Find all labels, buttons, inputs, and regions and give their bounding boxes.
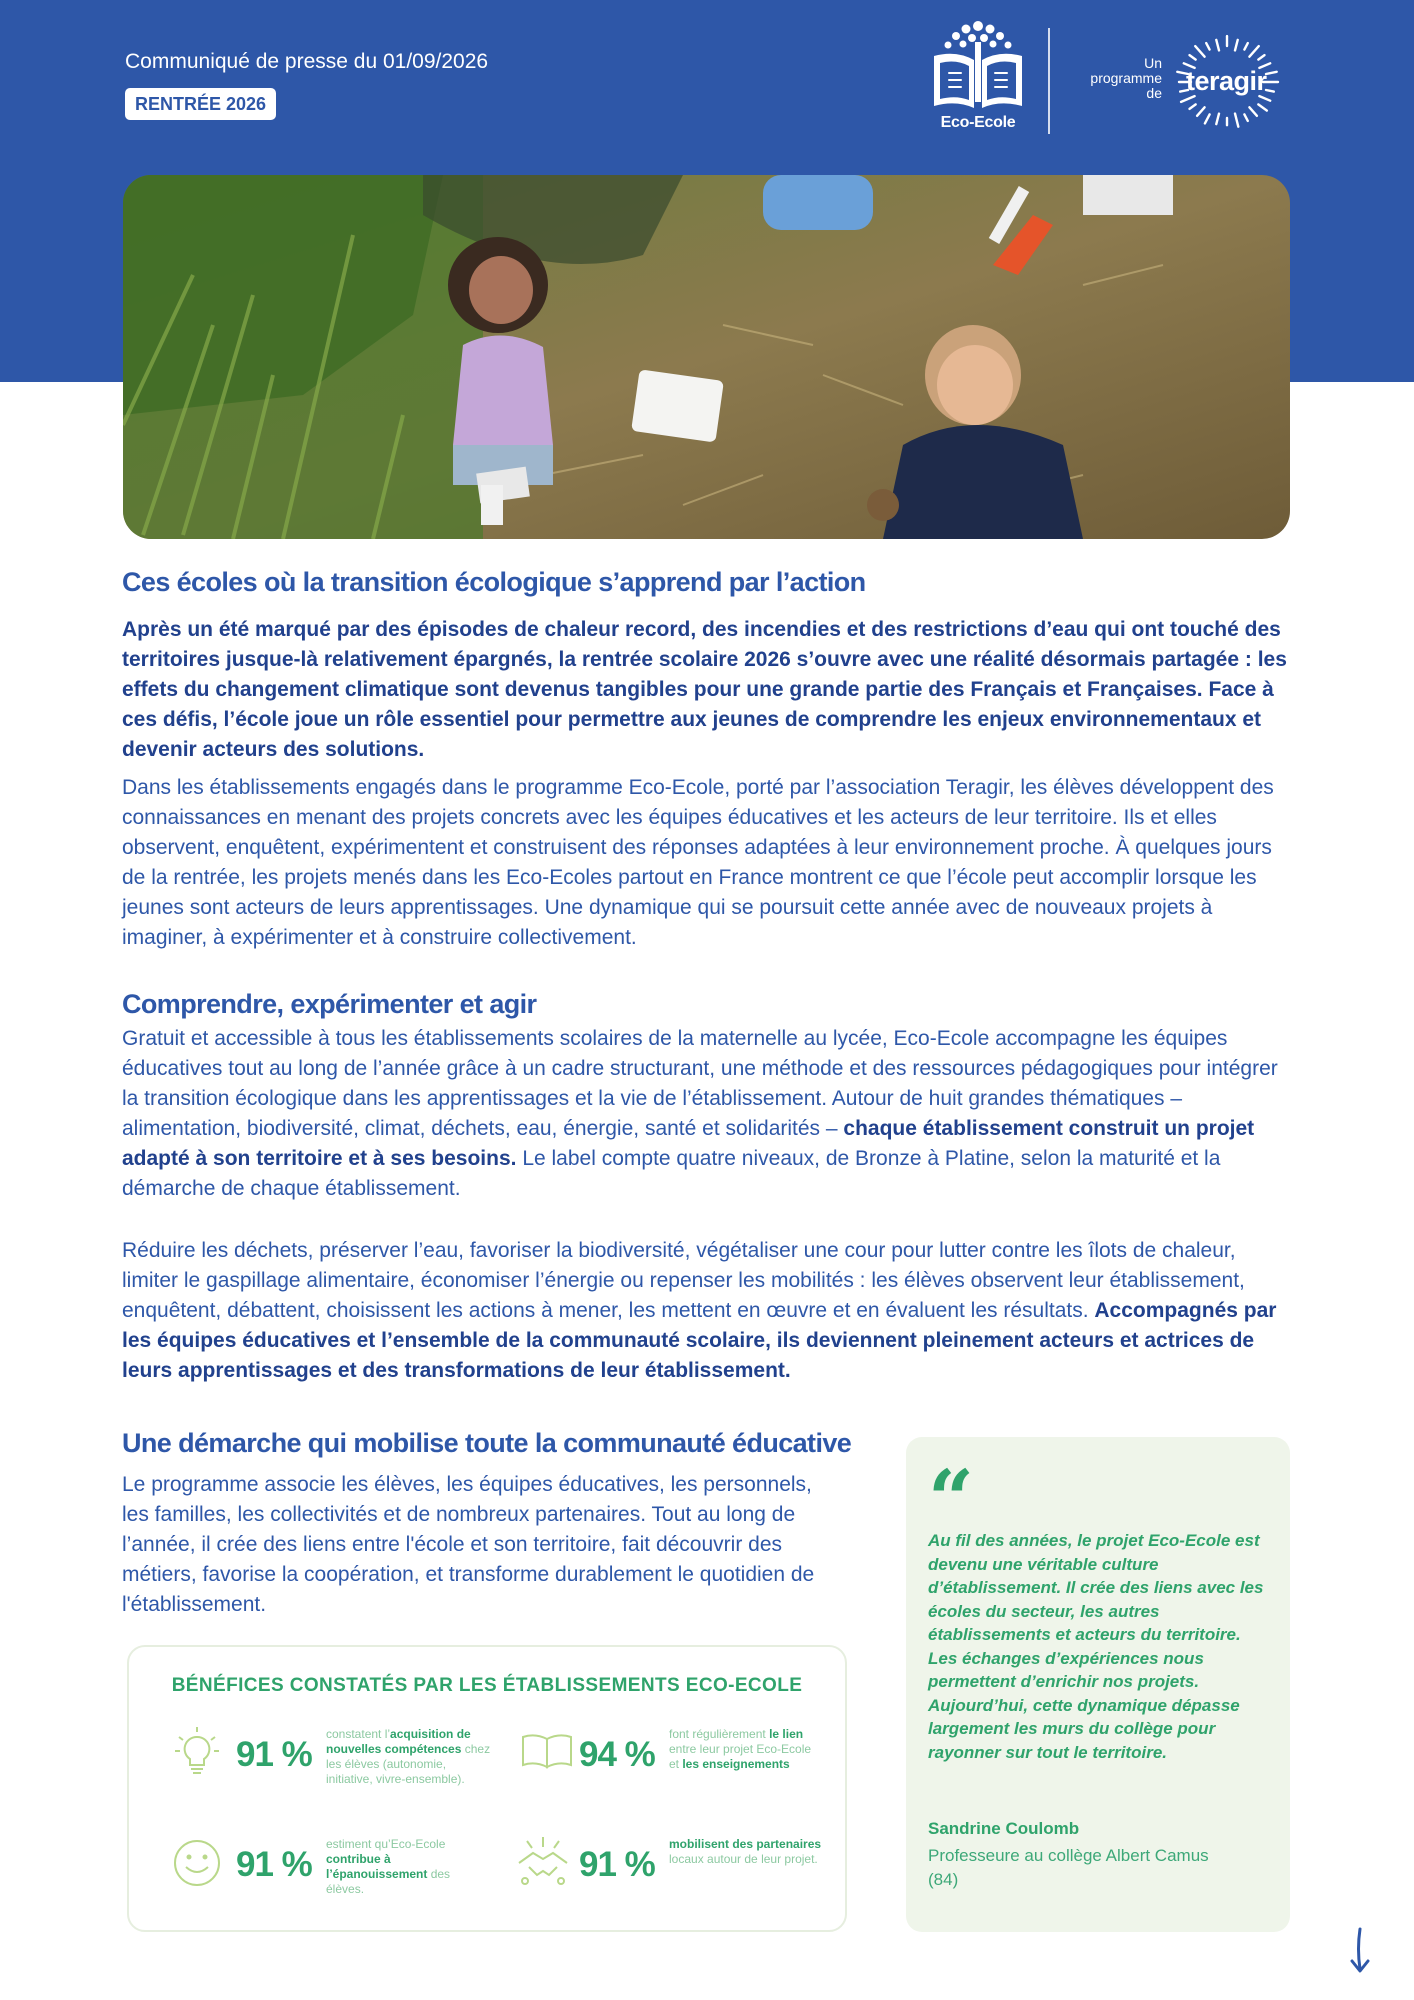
hero-photo <box>123 175 1290 539</box>
arrow-down-icon[interactable] <box>1348 1925 1372 1975</box>
logo-divider <box>1048 28 1050 134</box>
lightbulb-icon <box>171 1725 223 1777</box>
text-span: estiment qu’Eco-Ecole <box>326 1837 446 1851</box>
text-emphasis: contribue à l’épanouissement <box>326 1852 428 1881</box>
sun-ray <box>1258 104 1267 110</box>
text-span: font régulièrement <box>669 1727 770 1741</box>
book-icon <box>521 1725 573 1777</box>
sun-ray <box>1216 114 1219 125</box>
stat-value: 94 % <box>579 1735 655 1774</box>
sun-ray <box>1266 72 1277 74</box>
section-title-communaute: Une démarche qui mobilise toute la communauté éducative <box>122 1428 852 1458</box>
sun-ray <box>1244 114 1247 121</box>
testimonial-card <box>906 1437 1290 1932</box>
testimonial-author: Sandrine Coulomb <box>928 1819 1080 1838</box>
testimonial-role: Professeure au collège Albert Camus (84) <box>928 1846 1209 1889</box>
quote-mark-icon: “ <box>928 1452 975 1546</box>
text-emphasis: le lien <box>769 1727 804 1741</box>
sun-ray <box>1235 40 1238 51</box>
testimonial-text: Au fil des années, le projet Eco-Ecole est devenu une véritable culture d’établissement. Il crée des liens avec les écoles du secteur, les autres établissements et acteurs du territoire. Les échanges d’expériences nous permettent d’enrichir nos projets. Aujourd’hui, cette dynamique dépasse largement les murs du collège pour rayonner sur tout le territoire. <box>928 1531 1264 1762</box>
text-span: entre leur projet Eco-Ecole et <box>669 1742 812 1771</box>
stat-description <box>326 1727 496 1787</box>
stat-value: 91 % <box>579 1845 655 1884</box>
program-label-line: de <box>1146 85 1162 101</box>
section-title-transition: Ces écoles où la transition écologique s’apprend par l’action <box>122 567 866 597</box>
text-span: Gratuit et accessible à tous les établissements scolaires de la maternelle au lycée, Eco-Ecole accompagne les équipes éducatives tout au long de l’année grâce à un cadre structurant, une méthode et des ressources pédagogiques pour intégrer la transition écologique dans les apprentissages et la vie de l’établissement. Autour de huit grandes thématiques – alimentation, biodiversité, climat, déchets, eau, énergie, santé et solidarités – <box>122 1027 1278 1140</box>
text-emphasis: chaque établissement construit un projet adapté à son territoire et à ses besoins. <box>122 1117 1255 1170</box>
benefits-panel <box>127 1645 847 1932</box>
eco-ecole-logo-label: Eco-Ecole <box>940 114 1016 131</box>
actions-paragraph <box>122 1236 1292 1386</box>
handshake-icon <box>513 1833 573 1893</box>
sun-ray <box>1190 55 1196 60</box>
sun-ray <box>1205 114 1210 123</box>
program-label <box>1070 56 1162 101</box>
sun-ray <box>1244 43 1247 50</box>
text-span: chez les élèves (autonomie, initiative, vivre-ensemble). <box>326 1742 491 1786</box>
program-label-line: Un <box>1144 55 1162 71</box>
sun-ray <box>1206 43 1209 50</box>
sun-ray <box>1258 55 1264 60</box>
text-emphasis: les enseignements <box>682 1757 790 1771</box>
children-in-nature-illustration <box>123 175 1290 539</box>
sun-ray <box>1235 114 1238 127</box>
sun-ray <box>1195 46 1204 57</box>
press-release-date: Communiqué de presse du 01/09/2026 <box>125 50 489 73</box>
stat-description <box>669 1837 829 1867</box>
sun-ray <box>1216 40 1219 51</box>
intro-paragraph: Dans les établissements engagés dans le programme Eco-Ecole, porté par l’association Teragir, les élèves développent des connaissances en menant des projets concrets avec les équipes éducatives et les acteurs de leur territoire. Ils et elles observent, enquêtent, expérimentent et construisent des réponses adaptées à leur environnement proche. À quelques jours de la rentrée, les projets menés dans les Eco-Ecoles partout en France montrent ce que l’école peut accomplir lorsque les jeunes sont acteurs de leurs apprentissages. Une dynamique qui se poursuit cette année avec de nouveaux projets à imaginer, à expérimenter et à construire collectivement. <box>122 776 1274 949</box>
sun-ray <box>1249 46 1258 57</box>
stat-value: 91 % <box>236 1735 312 1774</box>
rentree-badge: RENTRÉE 2026 <box>125 88 276 120</box>
text-span: des élèves. <box>326 1867 451 1896</box>
text-span: Le label compte quatre niveaux, de Bronze à Platine, selon la maturité et la démarche de chaque établissement. <box>122 1147 1221 1200</box>
sun-ray <box>1249 107 1257 116</box>
lead-paragraph: Après un été marqué par des épisodes de chaleur record, des incendies et des restrictions d’eau qui ont touché des territoires jusque-là relativement épargnés, la rentrée scolaire 2026 s’ouvre avec une réalité désormais partagée : les effets du changement climatique sont devenus tangibles pour une grande partie des Français et Françaises. Face à ces défis, l’école joue un rôle essentiel pour permettre aux jeunes de comprendre les enjeux environnementaux et devenir acteurs des solutions. <box>122 618 1287 761</box>
text-emphasis: Accompagnés par les équipes éducatives et l’ensemble de la communauté scolaire, ils deviennent pleinement acteurs et actrices de leurs apprentissages et des transformations de leur établissement. <box>122 1299 1277 1382</box>
smiley-icon <box>171 1837 223 1889</box>
community-paragraph: Le programme associe les élèves, les équipes éducatives, les personnels, les familles, les collectivités et de nombreux partenaires. Tout au long de l’année, il crée des liens entre l'école et son territoire, fait découvrir des métiers, favorise la coopération, et transforme durablement le quotidien de l'établissement. <box>122 1473 815 1616</box>
text-span: constatent l’ <box>326 1727 391 1741</box>
text-emphasis: mobilisent des partenaires <box>669 1837 822 1851</box>
benefits-title: BÉNÉFICES CONSTATÉS PAR LES ÉTABLISSEMENTS ECO-ECOLE <box>171 1675 803 1696</box>
stat-description <box>669 1727 819 1772</box>
text-emphasis: acquisition de nouvelles compétences <box>326 1727 471 1756</box>
program-label-line: programme <box>1090 70 1162 86</box>
text-span: Réduire les déchets, préserver l’eau, favoriser la biodiversité, végétaliser une cour pour lutter contre les îlots de chaleur, limiter le gaspillage alimentaire, économiser l’énergie ou repenser les mobilités : les élèves observent leur établissement, enquêtent, débattent, choisissent les actions à mener, les mettent en œuvre et en évaluent les résultats. <box>122 1239 1245 1322</box>
stat-value: 91 % <box>236 1845 312 1884</box>
program-paragraph <box>122 1024 1292 1204</box>
text-span: locaux autour de leur projet. <box>669 1852 818 1866</box>
sun-ray <box>1266 90 1274 92</box>
sun-ray <box>1190 104 1196 109</box>
teragir-logo-text: teragir <box>1186 66 1267 96</box>
stat-description <box>326 1837 476 1897</box>
section-title-comprendre: Comprendre, expérimenter et agir <box>122 989 537 1019</box>
sun-ray <box>1197 107 1205 116</box>
